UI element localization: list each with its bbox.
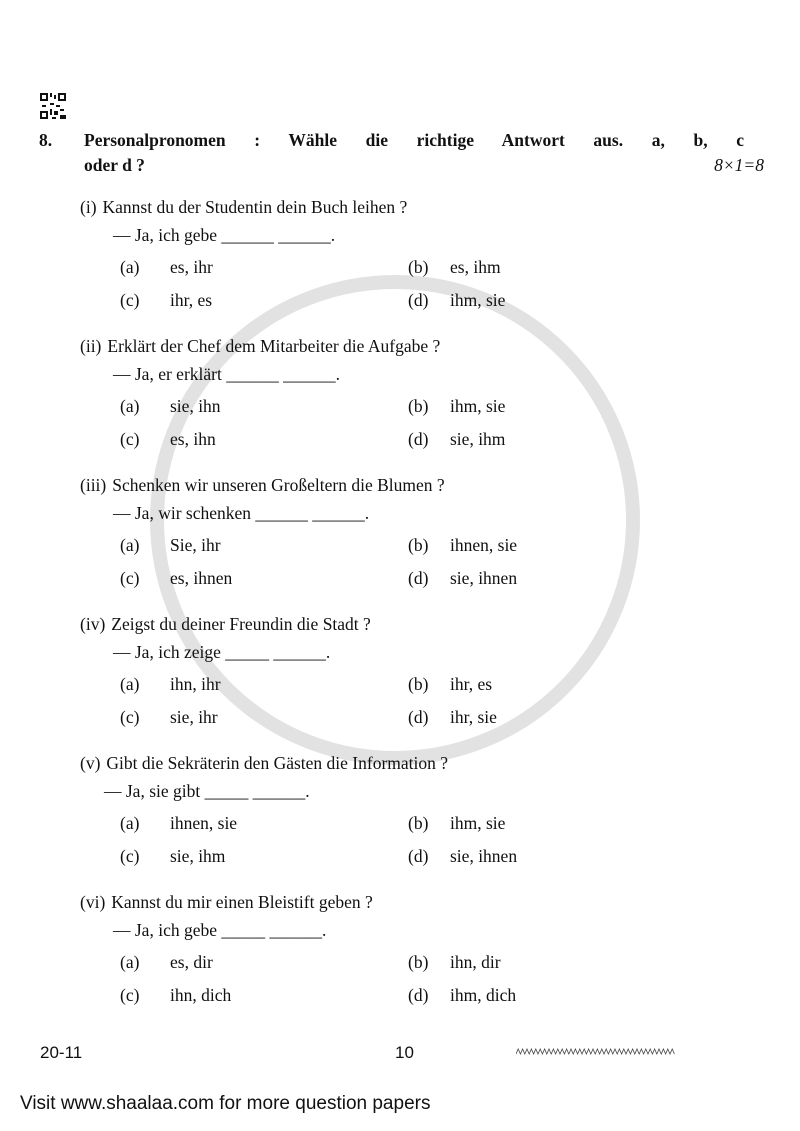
option-label[interactable]: (b) bbox=[408, 674, 429, 694]
option-text[interactable]: Sie, ihr bbox=[170, 535, 221, 555]
item-question-line bbox=[80, 197, 407, 218]
option-label[interactable]: (b) bbox=[408, 396, 429, 416]
option-label[interactable]: (b) bbox=[408, 813, 429, 833]
option-text[interactable]: ihr, es bbox=[170, 290, 213, 310]
question-item bbox=[0, 336, 800, 466]
option-text[interactable]: ihnen, sie bbox=[170, 813, 238, 833]
option-label[interactable]: (c) bbox=[120, 707, 140, 727]
option-text[interactable]: ihm, sie bbox=[450, 396, 506, 416]
item-question: Gibt die Sekräterin den Gästen die Information ? bbox=[106, 753, 449, 773]
item-answer-blank: — Ja, er erklärt ______ ______. bbox=[113, 364, 340, 384]
option-label[interactable]: (c) bbox=[120, 846, 140, 866]
wavy-line-decoration bbox=[516, 1048, 676, 1056]
option-label[interactable]: (b) bbox=[408, 952, 429, 972]
question-number: 8. bbox=[39, 130, 53, 150]
option-text[interactable]: sie, ihnen bbox=[450, 568, 518, 588]
option-label[interactable]: (a) bbox=[120, 674, 140, 694]
option-label[interactable]: (d) bbox=[408, 568, 429, 588]
item-answer-blank: — Ja, ich gebe _____ ______. bbox=[113, 920, 327, 940]
option-text[interactable]: ihn, dich bbox=[170, 985, 232, 1005]
question-item bbox=[0, 892, 800, 1022]
option-text[interactable]: ihm, dich bbox=[450, 985, 517, 1005]
option-text[interactable]: sie, ihnen bbox=[450, 846, 518, 866]
option-text[interactable]: es, dir bbox=[170, 952, 213, 972]
item-number: (v) bbox=[80, 753, 101, 773]
qr-code-icon bbox=[40, 93, 66, 119]
option-text[interactable]: sie, ihm bbox=[450, 429, 506, 449]
item-question: Kannst du der Studentin dein Buch leihen ? bbox=[102, 197, 408, 217]
option-text[interactable]: sie, ihn bbox=[170, 396, 221, 416]
item-number: (iv) bbox=[80, 614, 106, 634]
option-text[interactable]: es, ihm bbox=[450, 257, 501, 277]
option-text[interactable]: sie, ihr bbox=[170, 707, 218, 727]
option-label[interactable]: (d) bbox=[408, 707, 429, 727]
option-text[interactable]: es, ihr bbox=[170, 257, 213, 277]
marks: 8×1=8 bbox=[714, 155, 764, 175]
option-label[interactable]: (a) bbox=[120, 952, 140, 972]
option-label[interactable]: (c) bbox=[120, 429, 140, 449]
item-answer-blank: — Ja, sie gibt _____ ______. bbox=[104, 781, 310, 801]
option-text[interactable]: ihm, sie bbox=[450, 813, 506, 833]
question-item bbox=[0, 475, 800, 605]
option-text[interactable]: ihr, sie bbox=[450, 707, 497, 727]
question-item bbox=[0, 614, 800, 744]
option-label[interactable]: (a) bbox=[120, 396, 140, 416]
item-question: Zeigst du deiner Freundin die Stadt ? bbox=[111, 614, 371, 634]
visit-link[interactable]: Visit www.shaalaa.com for more question papers bbox=[20, 1093, 431, 1114]
option-label[interactable]: (d) bbox=[408, 290, 429, 310]
item-answer-blank: — Ja, ich gebe ______ ______. bbox=[113, 225, 336, 245]
option-text[interactable]: ihnen, sie bbox=[450, 535, 518, 555]
option-label[interactable]: (b) bbox=[408, 535, 429, 555]
question-title: Personalpronomen : Wähle die richtige Antwort aus. a, b, c bbox=[84, 130, 744, 150]
item-answer-blank: — Ja, ich zeige _____ ______. bbox=[113, 642, 331, 662]
item-question-line bbox=[80, 753, 448, 774]
page-number: 10 bbox=[395, 1043, 414, 1062]
item-question: Schenken wir unseren Großeltern die Blumen ? bbox=[112, 475, 445, 495]
option-label[interactable]: (b) bbox=[408, 257, 429, 277]
option-label[interactable]: (c) bbox=[120, 568, 140, 588]
item-answer-blank: — Ja, wir schenken ______ ______. bbox=[113, 503, 370, 523]
option-label[interactable]: (d) bbox=[408, 429, 429, 449]
question-title-line2: oder d ? bbox=[84, 155, 145, 175]
option-label[interactable]: (a) bbox=[120, 257, 140, 277]
option-text[interactable]: ihr, es bbox=[450, 674, 493, 694]
item-number: (ii) bbox=[80, 336, 102, 356]
item-number: (i) bbox=[80, 197, 97, 217]
option-text[interactable]: sie, ihm bbox=[170, 846, 226, 866]
item-question-line bbox=[80, 614, 371, 635]
option-label[interactable]: (a) bbox=[120, 535, 140, 555]
option-label[interactable]: (d) bbox=[408, 846, 429, 866]
option-text[interactable]: ihn, ihr bbox=[170, 674, 221, 694]
option-text[interactable]: es, ihn bbox=[170, 429, 216, 449]
option-text[interactable]: ihm, sie bbox=[450, 290, 506, 310]
option-label[interactable]: (c) bbox=[120, 290, 140, 310]
question-item bbox=[0, 197, 800, 327]
question-item bbox=[0, 753, 800, 883]
item-number: (iii) bbox=[80, 475, 107, 495]
item-question-line bbox=[80, 892, 373, 913]
option-label[interactable]: (c) bbox=[120, 985, 140, 1005]
item-number: (vi) bbox=[80, 892, 106, 912]
item-question-line bbox=[80, 336, 440, 357]
paper-code: 20-11 bbox=[40, 1043, 83, 1062]
item-question-line bbox=[80, 475, 445, 496]
option-label[interactable]: (a) bbox=[120, 813, 140, 833]
option-text[interactable]: ihn, dir bbox=[450, 952, 501, 972]
item-question: Kannst du mir einen Bleistift geben ? bbox=[111, 892, 373, 912]
option-text[interactable]: es, ihnen bbox=[170, 568, 233, 588]
item-question: Erklärt der Chef dem Mitarbeiter die Aufgabe ? bbox=[107, 336, 441, 356]
option-label[interactable]: (d) bbox=[408, 985, 429, 1005]
